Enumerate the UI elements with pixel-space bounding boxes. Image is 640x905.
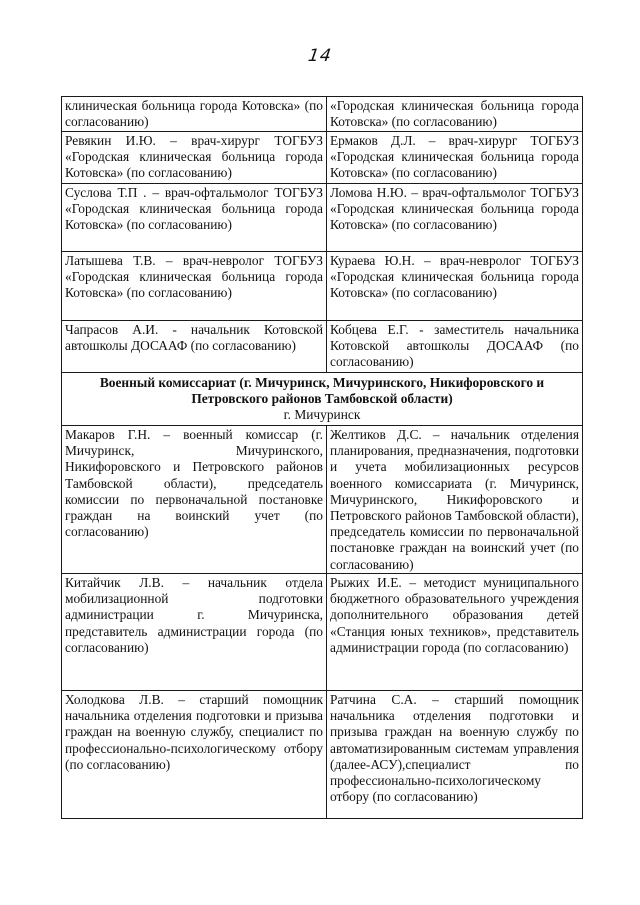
- commission-table: [61, 96, 583, 819]
- deputy-cell: Рыжих И.Е. – методист муниципального бюджетного образовательного учреждения дополнительного образования детей «Станция юных техников», представитель администрации города (по согласованию): [327, 574, 583, 691]
- table-row: [62, 252, 583, 321]
- member-cell: Ревякин И.Ю. – врач-хирург ТОГБУЗ «Городская клиническая больница города Котовска» (по согласованию): [62, 132, 327, 184]
- table-row: [62, 184, 583, 252]
- deputy-cell: «Городская клиническая больница города Котовска» (по согласованию): [327, 97, 583, 132]
- member-cell: клиническая больница города Котовска» (по согласованию): [62, 97, 327, 132]
- member-cell: Латышева Т.В. – врач-невролог ТОГБУЗ «Городская клиническая больница города Котовска» (по согласованию): [62, 252, 327, 321]
- section-title: Военный комиссариат (г. Мичуринск, Мичуринского, Никифоровского и Петровского районов Тамбовской области): [99, 375, 545, 407]
- member-cell: Китайчик Л.В. – начальник отдела мобилизационной подготовки администрации г. Мичуринска, представитель администрации города (по согласованию): [62, 574, 327, 691]
- member-cell: Чапрасов А.И. - начальник Котовской автошколы ДОСААФ (по согласованию): [62, 321, 327, 373]
- table-row: [62, 132, 583, 184]
- section-header: [62, 373, 583, 426]
- deputy-cell: Ратчина С.А. – старший помощник начальника отделения подготовки и призыва граждан на военную службу по автоматизированным системам управления (далее-АСУ),специалист по профессионально-психологическому отбору (по согласованию): [327, 691, 583, 819]
- deputy-cell: Кураева Ю.Н. – врач-невролог ТОГБУЗ «Городская клиническая больница города Котовска» (по согласованию): [327, 252, 583, 321]
- table-row: [62, 426, 583, 574]
- section-row: [62, 373, 583, 426]
- section-subtitle: г. Мичуринск: [283, 407, 361, 423]
- member-cell: Холодкова Л.В. – старший помощник начальника отделения подготовки и призыва граждан на военную службу, специалист по профессионально-психологическому отбору (по согласованию): [62, 691, 327, 819]
- table-row: [62, 574, 583, 691]
- member-cell: Суслова Т.П . – врач-офтальмолог ТОГБУЗ «Городская клиническая больница города Котовска» (по согласованию): [62, 184, 327, 252]
- deputy-cell: Ермаков Д.Л. – врач-хирург ТОГБУЗ «Городская клиническая больница города Котовска» (по согласованию): [327, 132, 583, 184]
- table-row: [62, 691, 583, 819]
- deputy-cell: Ломова Н.Ю. – врач-офтальмолог ТОГБУЗ «Городская клиническая больница города Котовска» (по согласованию): [327, 184, 583, 252]
- member-cell: Макаров Г.Н. – военный комиссар (г. Мичуринск, Мичуринского, Никифоровского и Петровского районов Тамбовской области), председатель комиссии по первоначальной постановке граждан на воинский учет (по согласованию): [62, 426, 327, 574]
- table-row: [62, 321, 583, 373]
- table-row: [62, 97, 583, 132]
- deputy-cell: Кобцева Е.Г. - заместитель начальника Котовской автошколы ДОСААФ (по согласованию): [327, 321, 583, 373]
- deputy-cell: Желтиков Д.С. – начальник отделения планирования, предназначения, подготовки и учета мобилизационных ресурсов военного комиссариата (г. Мичуринск, Мичуринского, Никифоровского и Петровского районов Тамбовской области), председатель комиссии по первоначальной постановке граждан на воинский учет (по согласованию): [327, 426, 583, 574]
- page-number: 14: [306, 46, 334, 66]
